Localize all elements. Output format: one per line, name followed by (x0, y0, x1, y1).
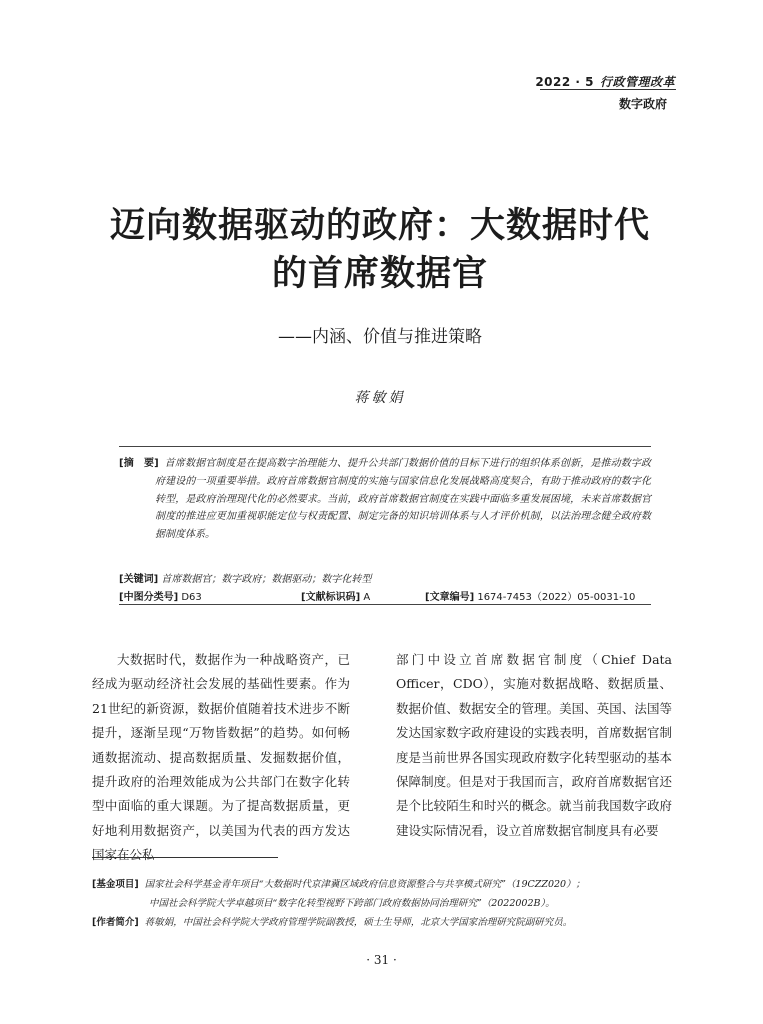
clc-value: D63 (181, 592, 202, 603)
doc-code (301, 588, 370, 603)
body-column-right: 部门中设立首席数据官制度（Chief Data Officer，CDO），实施对数据战略、数据质量、数据价值、数据安全的管理。美国、英国、法国等发达国家数字政府建设的实践表明，首席数据官制度是当前世界各国实现政府数字化转型驱动的基本保障制度。但是对于我国而言，政府首席数据官还是个比较陌生和时兴的概念。就当前我国数字政府建设实际情况看，设立首席数据官制度具有必要 (396, 652, 672, 838)
fund-note-1 (92, 876, 677, 894)
author-name: 蒋敏娟 (354, 390, 406, 406)
clc-number (119, 588, 202, 603)
abstract (119, 455, 651, 544)
issue-number: 2022 · 5 (535, 75, 594, 89)
abstract-top-rule (119, 446, 651, 447)
doc-value: A (363, 592, 371, 603)
article-number-value: 1674-7453（2022）05-0031-10 (477, 592, 636, 603)
journal-name: 行政管理改革 (599, 75, 675, 89)
keywords (119, 570, 371, 585)
abstract-bottom-rule (119, 604, 651, 605)
title-line-2: 的首席数据官 (271, 254, 488, 294)
fund-label: [基金项目] (92, 879, 139, 890)
body-column-left: 大数据时代，数据作为一种战略资产，已经成为驱动经济社会发展的基础性要素。作为21世纪的新资源，数据价值随着技术进步不断提升，逐渐呈现“万物皆数据”的趋势。如何畅通数据流动、提高数据质量、发掘数据价值，提升政府的治理效能成为公共部门在数字化转型中面临的重大课题。为了提高数据质量，更好地利用数据资产，以美国为代表的西方发达国家在公私 (92, 652, 350, 863)
article-number-label: [文章编号] (425, 592, 475, 603)
abstract-text: 首席数据官制度是在提高数字治理能力、提升公共部门数据价值的目标下进行的组织体系创新，是推动数字政府建设的一项重要举措。政府首席数据官制度的实施与国家信息化发展战略高度契合，有助于推动政府的数字化转型，是政府治理现代化的必然要求。当前，政府首席数据官制度在实践中面临多重发展困境，未来首席数据官制度的推进应更加重视职能定位与权责配置、制定完备的知识培训体系与人才评价机制，以法治理念健全政府数据制度体系。 (155, 458, 652, 541)
keywords-label: [关键词] (119, 574, 159, 585)
abstract-label: [摘 要] (119, 458, 159, 469)
fund-text-1: 国家社会科学基金青年项目“大数据时代京津冀区域政府信息资源整合与共享模式研究”（19CZZ020）； (144, 879, 586, 890)
title-line-1: 迈向数据驱动的政府：大数据时代 (109, 206, 650, 246)
header-divider (540, 89, 676, 90)
clc-label: [中图分类号] (119, 592, 179, 603)
doc-label: [文献标识码] (301, 592, 361, 603)
article-title (80, 202, 680, 298)
article-number (425, 588, 635, 603)
author-note-text: 蒋敏娟，中国社会科学院大学政府管理学院副教授，硕士生导师，北京大学国家治理研究院副研究员。 (144, 917, 573, 928)
author-note (92, 914, 677, 932)
author-note-label: [作者简介] (92, 917, 139, 928)
footnote-rule (92, 857, 278, 858)
article-subtitle: ——内涵、价值与推进策略 (278, 327, 482, 347)
fund-note-2: 中国社会科学院大学卓越项目“数字化转型视野下跨部门政府数据协同治理研究”（2022002B）。 (149, 898, 555, 909)
section-label: 数字政府 (618, 97, 667, 111)
running-header (535, 73, 675, 90)
keywords-text: 首席数据官；数字政府；数据驱动；数字化转型 (161, 574, 372, 585)
page-number: · 31 · (366, 953, 397, 967)
